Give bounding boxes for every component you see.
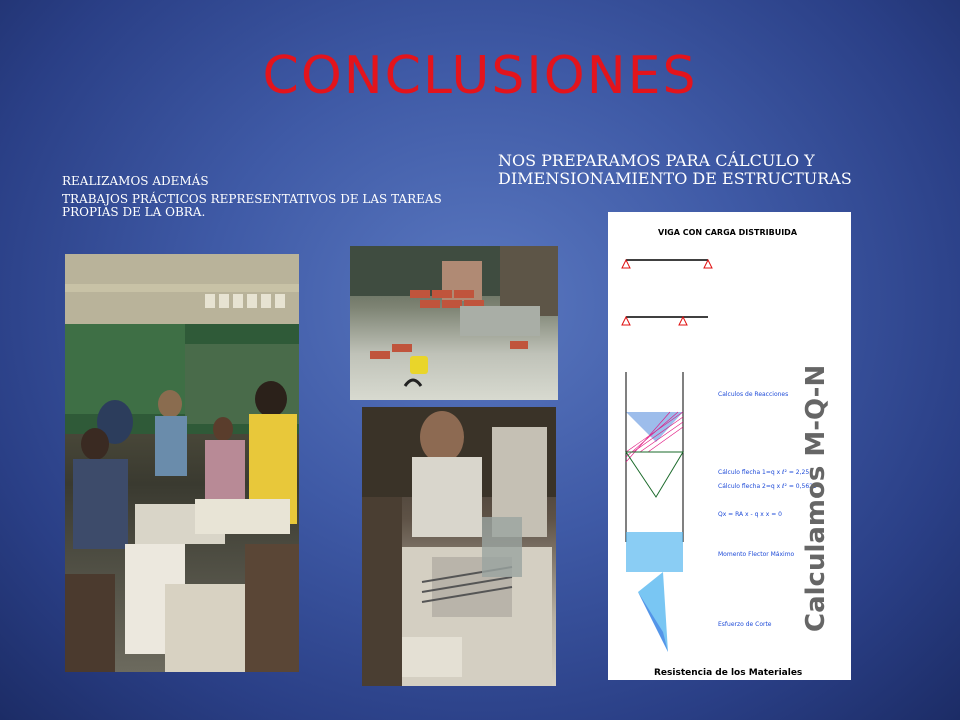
max-moment-note: Momento Flector Máximo: [718, 551, 795, 558]
brick-model-photo: [350, 246, 558, 400]
document-footer: Resistencia de los Materiales: [654, 668, 803, 678]
brick-model-drawing: [350, 246, 558, 400]
document-title: VIGA CON CARGA DISTRIBUIDA: [658, 228, 798, 237]
classroom-photo: [65, 254, 299, 672]
slide-title: CONCLUSIONES: [262, 46, 698, 106]
beam-calculation-document: [608, 212, 851, 680]
deflection-note-2: Cálculo flecha 2=q x ℓ² = 0,5625: [718, 483, 817, 490]
left-body-text: TRABAJOS PRÁCTICOS REPRESENTATIVOS DE LAS TAREAS PROPIAS DE LA OBRA.: [62, 192, 442, 220]
left-heading: REALIZAMOS ADEMÁS: [62, 174, 209, 188]
reactions-note: Calculos de Reacciones: [718, 391, 789, 398]
classroom-photo-drawing: [65, 254, 299, 672]
shear-equation-note: Qx = RA x - q x x = 0: [718, 511, 782, 518]
deflection-note-1: Cálculo flecha 1=q x ℓ² = 2,25: [718, 469, 810, 476]
right-heading: NOS PREPARAMOS PARA CÁLCULO Y DIMENSIONAMIENTO DE ESTRUCTURAS: [498, 151, 852, 188]
shear-stress-note: Esfuerzo de Corte: [718, 621, 772, 628]
document-vertical-label: Calculamos M-Q-N: [801, 364, 831, 632]
rebar-work-drawing: [362, 407, 556, 686]
rebar-work-photo: [362, 407, 556, 686]
